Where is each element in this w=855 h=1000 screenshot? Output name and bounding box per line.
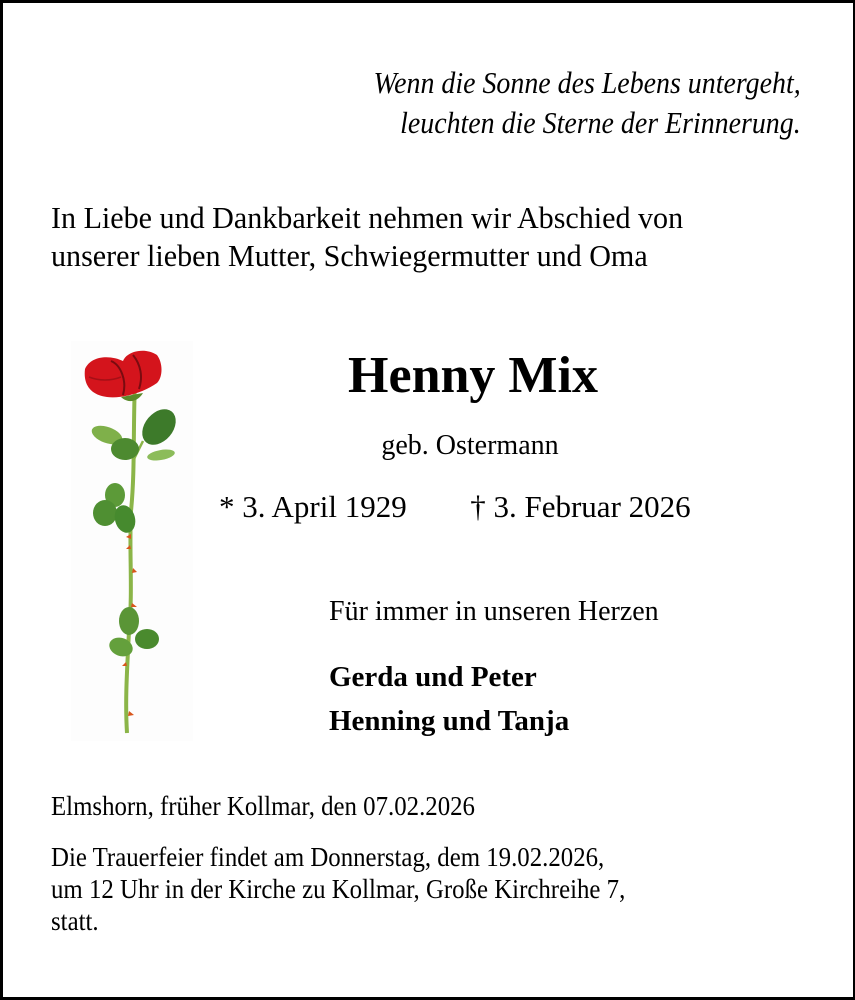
rose-icon	[71, 341, 193, 741]
quote-line: Wenn die Sonne des Lebens untergeht,	[373, 65, 801, 100]
mourner-name: Henning und Tanja	[329, 705, 570, 737]
deceased-name: Henny Mix	[348, 347, 598, 404]
place-and-date: Elmshorn, früher Kollmar, den 07.02.2026	[51, 791, 475, 821]
intro-text	[51, 199, 683, 275]
death-date: 3. Februar 2026	[493, 489, 691, 524]
red-rose-image	[71, 341, 193, 741]
service-line: um 12 Uhr in der Kirche zu Kollmar, Große Kirchreihe 7,	[51, 874, 626, 904]
mourner-name: Gerda und Peter	[329, 661, 537, 693]
quote-line: leuchten die Sterne der Erinnerung.	[400, 105, 801, 140]
birth-star-icon: *	[219, 489, 235, 524]
mourners-list	[329, 655, 569, 743]
service-line: statt.	[51, 906, 99, 936]
life-dates	[219, 489, 691, 525]
intro-line: unserer lieben Mutter, Schwiegermutter und Oma	[51, 238, 648, 273]
maiden-name: geb. Ostermann	[381, 430, 559, 461]
memorial-quote	[374, 63, 801, 143]
intro-line: In Liebe und Dankbarkeit nehmen wir Abschied von	[51, 200, 684, 235]
farewell-line: Für immer in unseren Herzen	[329, 596, 659, 627]
funeral-service-info	[51, 841, 625, 937]
death-cross-icon: †	[470, 489, 486, 524]
birth-date: 3. April 1929	[242, 489, 407, 524]
service-line: Die Trauerfeier findet am Donnerstag, dem 19.02.2026,	[51, 842, 605, 872]
